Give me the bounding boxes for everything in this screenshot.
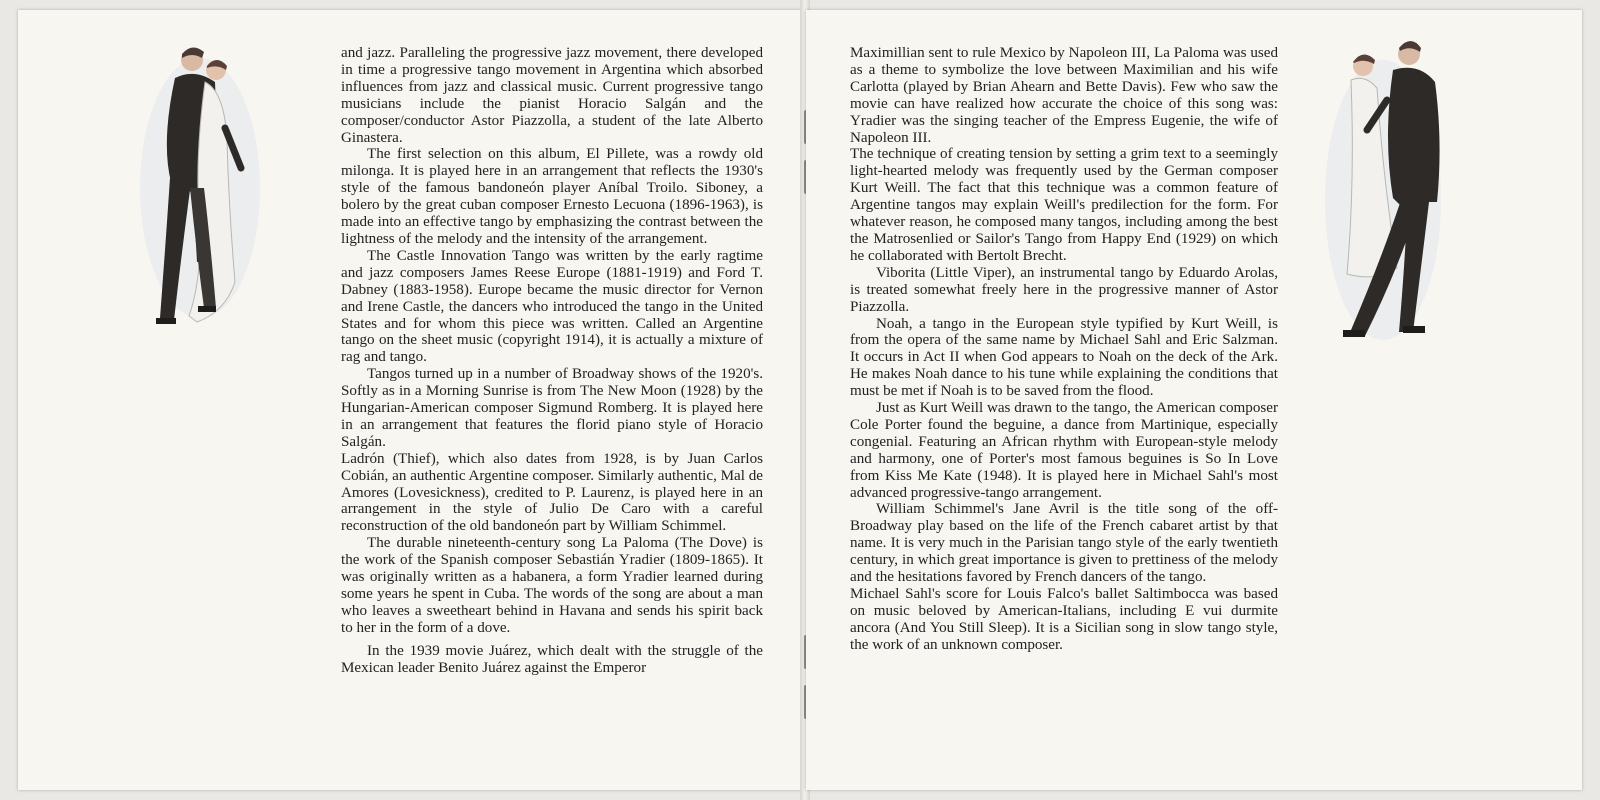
- right-paragraph-1: Maximillian sent to rule Mexico by Napoleon III, La Paloma was used as a theme to symbolize the love between Maximilian and his wife Carlotta (played by Brian Ahearn and Bette Davis). Few who saw the movie can have realized how accurate the choice of this song was: Yradier was the singing teacher of the Empress Eugenie, the wife of Napoleon III.: [850, 45, 1278, 146]
- right-paragraph-6: William Schimmel's Jane Avril is the title song of the off-Broadway play based on the life of the French cabaret artist by that name. It is very much in the Parisian tango style of the early twentieth century, in which great importance is given to prettiness of the melody and the hesitations favored by French dancers of the tango.: [850, 501, 1278, 586]
- left-paragraph-6: The durable nineteenth-century song La Paloma (The Dove) is the work of the Spanish composer Sebastián Yradier (1809-1865). It was originally written as a habanera, a form Yradier learned during some years he spent in Cuba. The words of the song are about a man who leaves a sweetheart behind in Havana and sends his spirit back to her in the form of a dove.: [341, 535, 763, 636]
- left-paragraph-2: The first selection on this album, El Pillete, was a rowdy old milonga. It is played here in an arrangement that reflects the 1930's style of the famous bandoneón player Aníbal Troilo. Siboney, a bolero by the great cuban composer Ernesto Lecuona (1896-1963), is made into an effective tango by emphasizing the contrast between the lightness of the melody and the intensity of the arrangement.: [341, 146, 763, 247]
- right-paragraph-5: Just as Kurt Weill was drawn to the tango, the American composer Cole Porter found the beguine, a dance from Martinique, especially congenial. Featuring an African rhythm with European-style melody and harmony, one of Porter's most famous beguines is So In Love from Kiss Me Kate (1948). It is played here in Michael Sahl's most advanced progressive-tango arrangement.: [850, 400, 1278, 501]
- tango-dancers-illustration-left: [130, 38, 280, 358]
- left-paragraph-1: and jazz. Paralleling the progressive jazz movement, there developed in time a progressive tango movement in Argentina which absorbed influences from jazz and classical music. Current progressive tango musicians include the pianist Horacio Salgán and the composer/conductor Astor Piazzolla, a student of the late Alberto Ginastera.: [341, 45, 763, 146]
- left-paragraph-7: In the 1939 movie Juárez, which dealt with the struggle of the Mexican leader Benito Juárez against the Emperor: [341, 642, 763, 676]
- left-text-column: [341, 45, 763, 677]
- left-paragraph-5: Ladrón (Thief), which also dates from 1928, is by Juan Carlos Cobián, an authentic Argentine composer. Similarly authentic, Mal de Amores (Lovesickness), credited to P. Laurenz, is played here in an arrangement in the style of Julio De Caro with a careful reconstruction of the old bandoneón part by William Schimmel.: [341, 450, 763, 535]
- right-paragraph-2: The technique of creating tension by setting a grim text to a seemingly light-hearted melody was frequently used by the German composer Kurt Weill. The fact that this technique was a common feature of Argentine tangos may explain Weill's predilection for the form. For whatever reason, he composed many tangos, including among the best the Matrosenlied or Sailor's Tango from Happy End (1929) on which he collaborated with Bertolt Brecht.: [850, 146, 1278, 264]
- right-text-column: [850, 45, 1278, 654]
- right-paragraph-3: Viborita (Little Viper), an instrumental tango by Eduardo Arolas, is treated somewhat freely here in the progressive manner of Astor Piazzolla.: [850, 264, 1278, 315]
- right-page: [806, 10, 1582, 790]
- left-paragraph-4: Tangos turned up in a number of Broadway shows of the 1920's. Softly as in a Morning Sunrise is from The New Moon (1928) by the Hungarian-American composer Sigmund Romberg. It is played here in an arrangement that features the florid piano style of Horacio Salgán.: [341, 366, 763, 450]
- right-paragraph-4: Noah, a tango in the European style typified by Kurt Weill, is from the opera of the same name by Michael Sahl and Eric Salzman. It occurs in Act II when God appears to Noah on the deck of the Ark. He makes Noah dance to his tune while explaining the conditions that must be met if Noah is to be saved from the flood.: [850, 315, 1278, 400]
- left-paragraph-3: The Castle Innovation Tango was written by the early ragtime and jazz composers James Reese Europe (1881-1919) and Ford T. Dabney (1883-1958). Europe became the music director for Vernon and Irene Castle, the dancers who introduced the tango in the United States and for whom this piece was written. Called an Argentine tango on the sheet music (copyright 1914), it is actually a mixture of rag and tango.: [341, 247, 763, 366]
- right-paragraph-7: Michael Sahl's score for Louis Falco's ballet Saltimbocca was based on music beloved by American-Italians, including E vui durmite ancora (And You Still Sleep). It is a Sicilian song in slow tango style, the work of an unknown composer.: [850, 586, 1278, 653]
- tango-dancers-illustration-right: [1323, 30, 1458, 360]
- left-page: [18, 10, 803, 790]
